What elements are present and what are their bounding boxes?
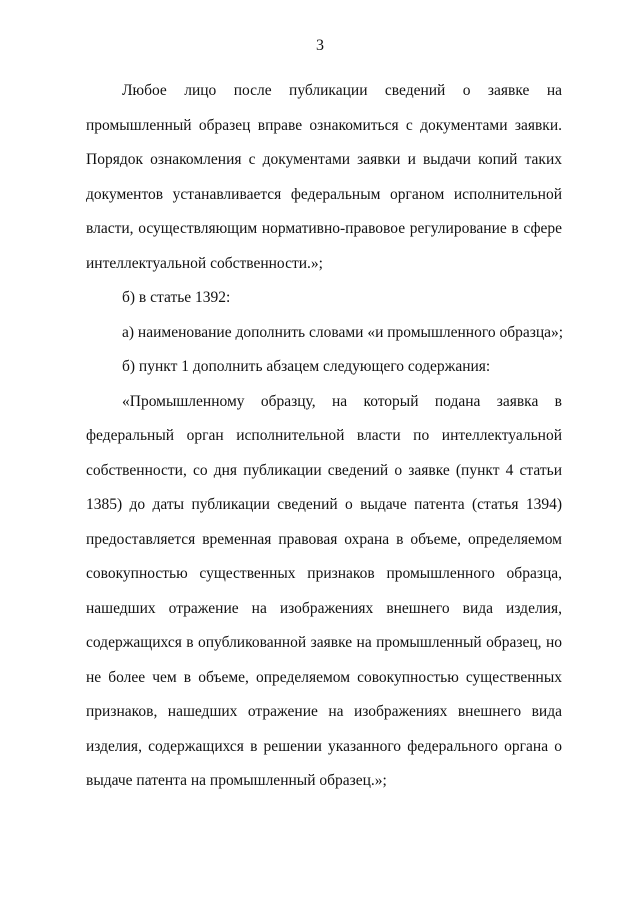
text-line: а) наименование дополнить словами «и промышленного образца»;: [122, 323, 564, 341]
text-line: выдаче патента на промышленный образец.»;: [86, 772, 387, 789]
text-line: содержащихся в опубликованной заявке на промышленный образец, но: [86, 634, 562, 651]
text-line: не более чем в объеме, определяемом совокупностью существенных: [86, 668, 562, 686]
text-line: власти, осуществляющим нормативно-правовое регулирование в сфере: [86, 220, 562, 237]
text-line: собственности, со дня публикации сведений о заявке (пункт 4 статьи: [86, 461, 562, 479]
text-line: б) пункт 1 дополнить абзацем следующего содержания:: [122, 358, 491, 375]
text-line: документов устанавливается федеральным органом исполнительной: [86, 185, 562, 203]
text-line: совокупностью существенных признаков промышленного образца,: [86, 565, 562, 582]
text-line: интеллектуальной собственности.»;: [86, 254, 323, 272]
text-line: «Промышленному образцу, на который подана заявка в: [122, 392, 562, 410]
text-line: Любое лицо после публикации сведений о заявке на: [122, 82, 562, 99]
text-line: признаков, нашедших отражение на изображениях внешнего вида: [86, 703, 562, 720]
text-line: промышленный образец вправе ознакомиться с документами заявки.: [86, 116, 562, 134]
text-line: предоставляется временная правовая охрана в объеме, определяемом: [86, 530, 562, 548]
page-number: 3: [316, 37, 324, 54]
text-line: Порядок ознакомления с документами заявки и выдачи копий таких: [86, 151, 562, 168]
text-line: федеральный орган исполнительной власти по интеллектуальной: [86, 427, 562, 444]
text-line: б) в статье 1392:: [122, 289, 231, 306]
text-line: изделия, содержащихся в решении указанного федерального органа о: [86, 737, 562, 755]
text-line: 1385) до даты публикации сведений о выдаче патента (статья 1394): [86, 496, 562, 513]
document-body: [86, 74, 562, 799]
text-line: нашедших отражение на изображениях внешнего вида изделия,: [86, 599, 562, 617]
